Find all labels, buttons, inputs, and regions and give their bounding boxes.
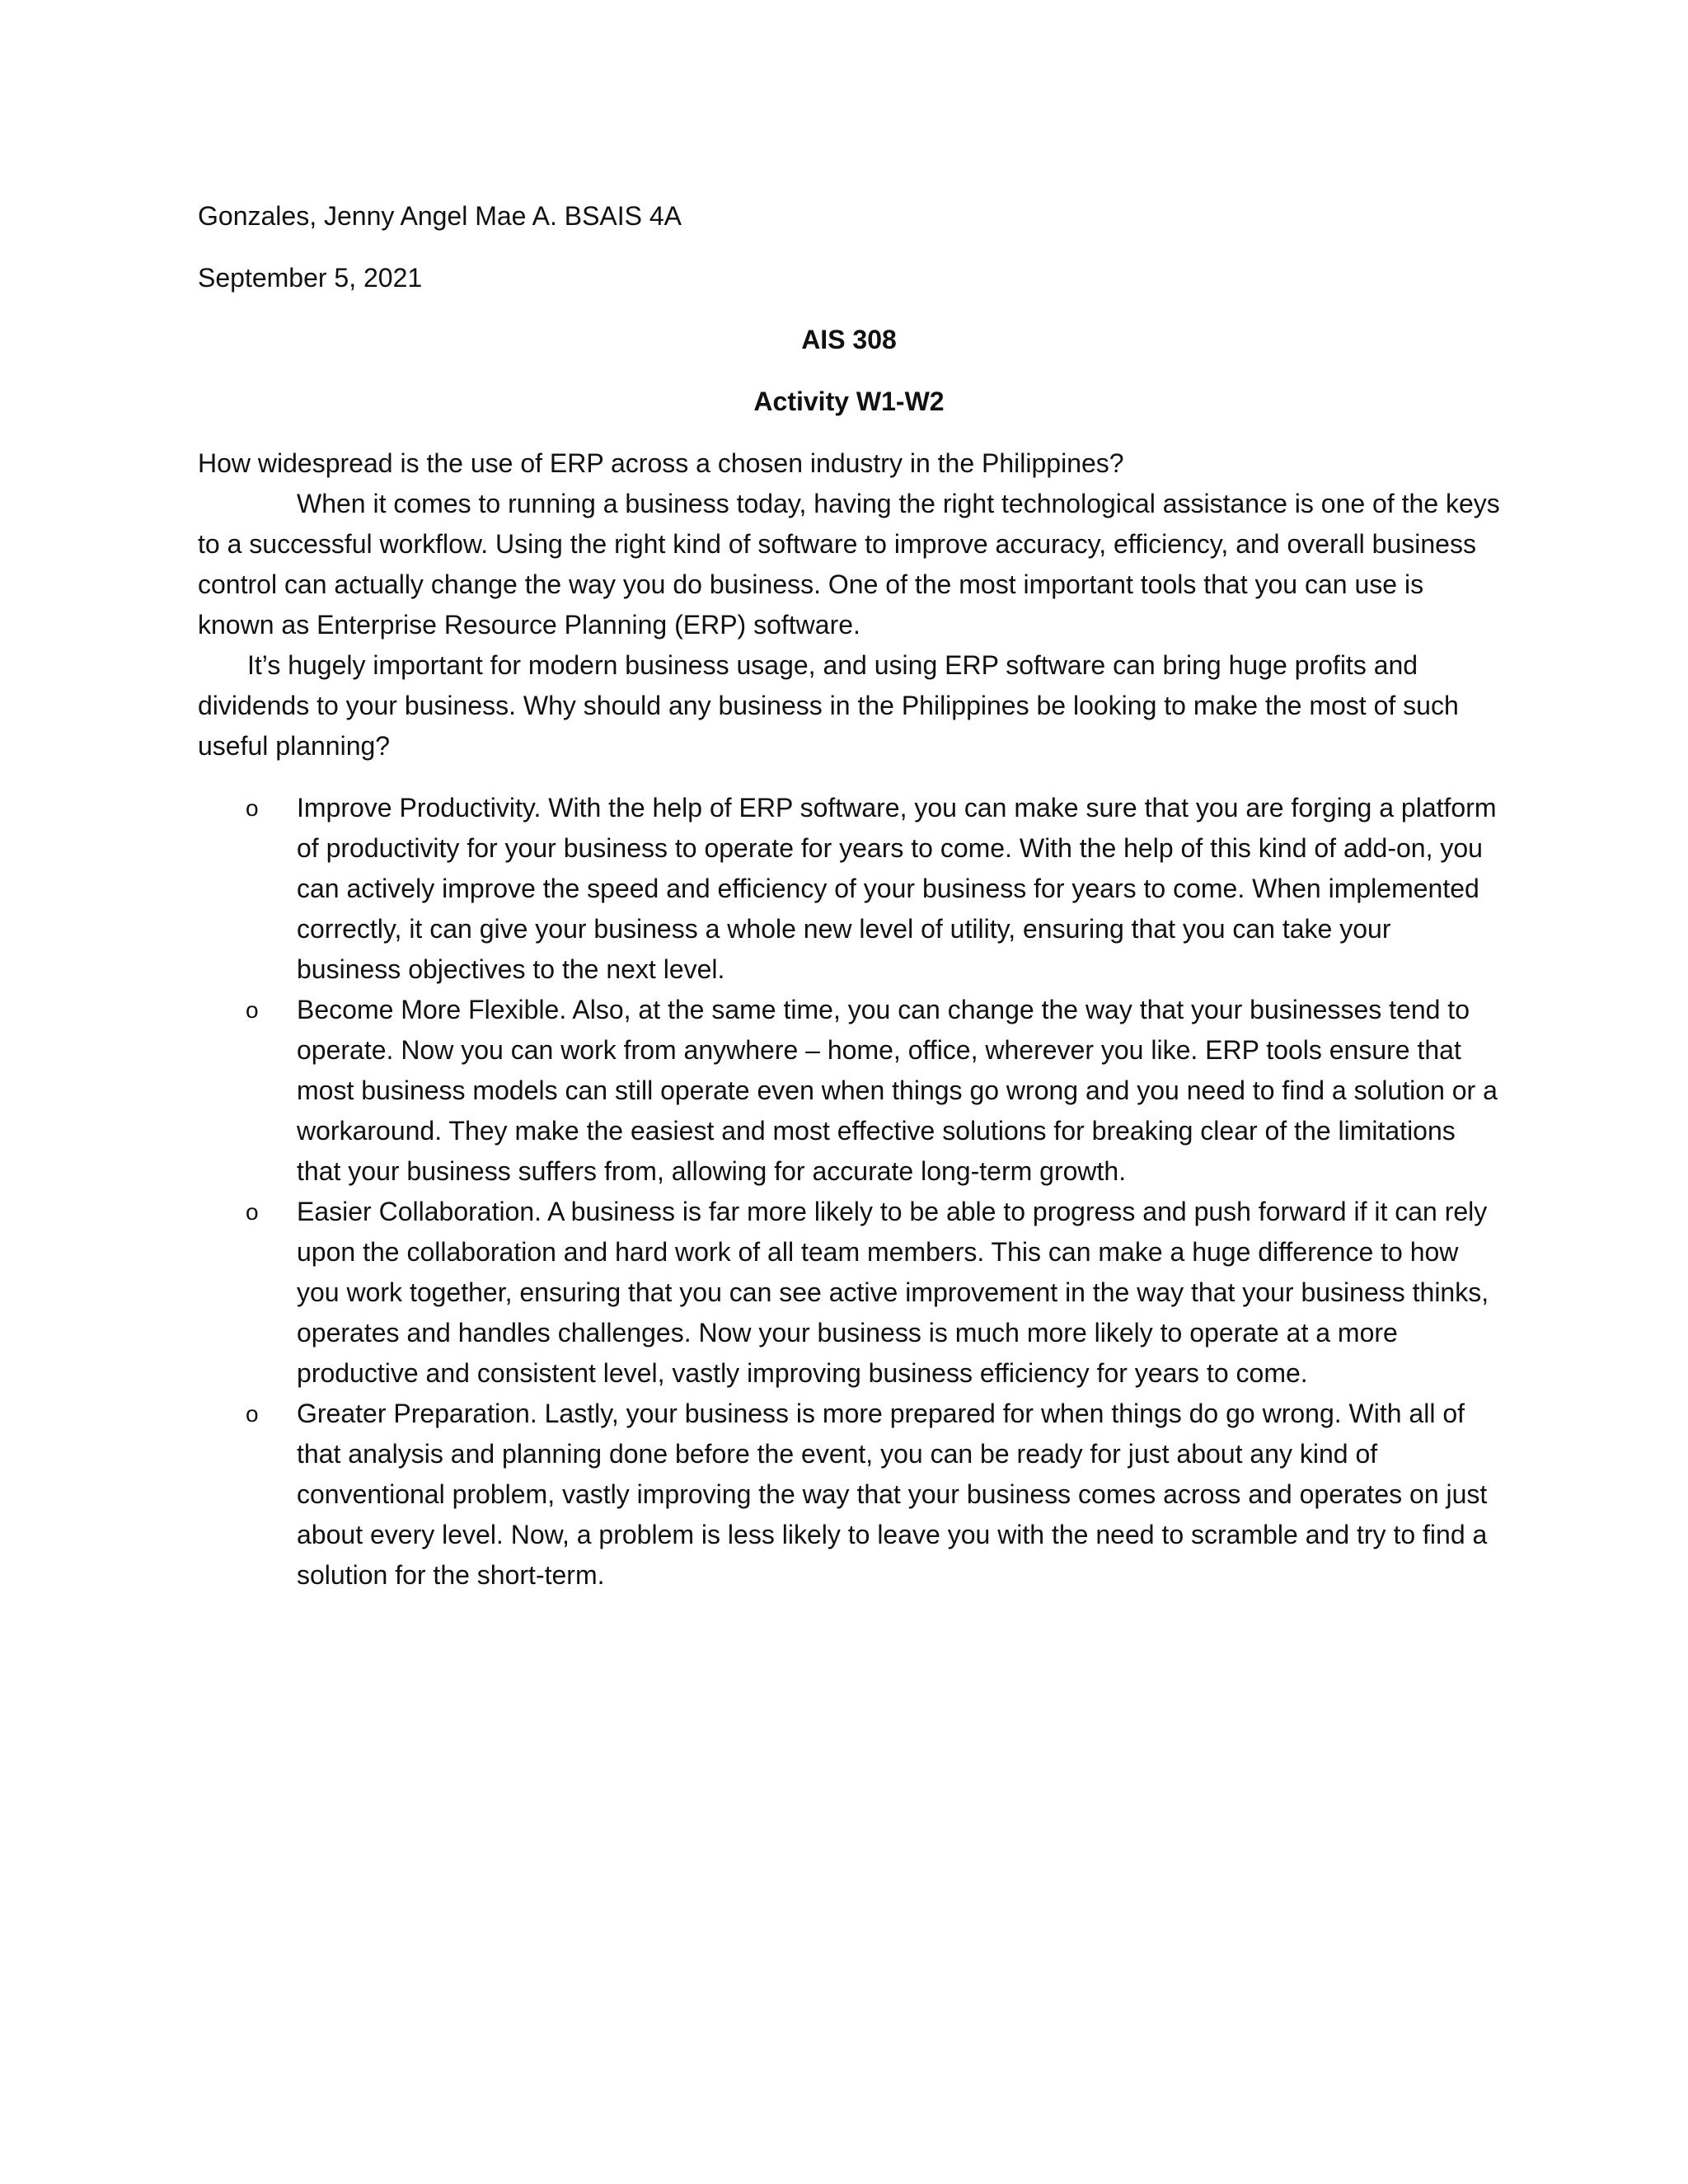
student-name-line: Gonzales, Jenny Angel Mae A. BSAIS 4A (198, 201, 682, 231)
document-page (198, 196, 1500, 1596)
list-item-text: Improve Productivity. With the help of ERP software, you can make sure that you are forging a platform of productivity for your business to operate for years to come. With the help of this kind of add-on, you can actively improve the speed and efficiency of your business for years to come. When implemented correctly, it can give your business a whole new level of utility, ensuring that you can take your business objectives to the next level. (297, 793, 1497, 984)
list-item-text: Become More Flexible. Also, at the same time, you can change the way that your businesses tend to operate. Now you can work from anywhere – home, office, wherever you like. ERP tools ensure that most business models can still operate even when things go wrong and you need to find a solution or a workaround. They make the easiest and most effective solutions for breaking clear of the limitations that your business suffers from, allowing for accurate long-term growth. (297, 995, 1498, 1186)
list-item (198, 788, 1500, 990)
list-item (198, 990, 1500, 1192)
bullet-marker: o (246, 997, 259, 1023)
list-item (198, 1192, 1500, 1394)
bullet-marker: o (246, 1199, 259, 1225)
list-item (198, 1394, 1500, 1596)
benefits-list (198, 788, 1500, 1596)
list-item-text: Greater Preparation. Lastly, your business is more prepared for when things do go wrong. With all of that analysis and planning done before the event, you can be ready for just about any kind of conventional problem, vastly improving the way that your business comes across and operates on just about every level. Now, a problem is less likely to leave you with the need to scramble and try to find a solution for the short-term. (297, 1399, 1488, 1590)
body-paragraph-2: It’s hugely important for modern business usage, and using ERP software can bring huge profits and dividends to your business. Why should any business in the Philippines be looking to make the most of such useful planning? (198, 650, 1459, 761)
list-item-text: Easier Collaboration. A business is far more likely to be able to progress and push forward if it can rely upon the collaboration and hard work of all team members. This can make a huge difference to how you work together, ensuring that you can see active improvement in the way that your business thinks, operates and handles challenges. Now your business is much more likely to operate at a more productive and consistent level, vastly improving business efficiency for years to come. (297, 1197, 1489, 1388)
body-paragraph-1: When it comes to running a business today, having the right technological assistance is one of the keys to a successful workflow. Using the right kind of software to improve accuracy, efficiency, and overall business control can actually change the way you do business. One of the most important tools that you can use is known as Enterprise Resource Planning (ERP) software. (198, 489, 1500, 640)
question-line: How widespread is the use of ERP across a chosen industry in the Philippines? (198, 448, 1124, 478)
bullet-marker: o (246, 1401, 259, 1427)
course-title: AIS 308 (801, 325, 897, 354)
bullet-marker: o (246, 795, 259, 821)
date-line: September 5, 2021 (198, 263, 423, 293)
activity-title: Activity W1-W2 (753, 387, 945, 416)
